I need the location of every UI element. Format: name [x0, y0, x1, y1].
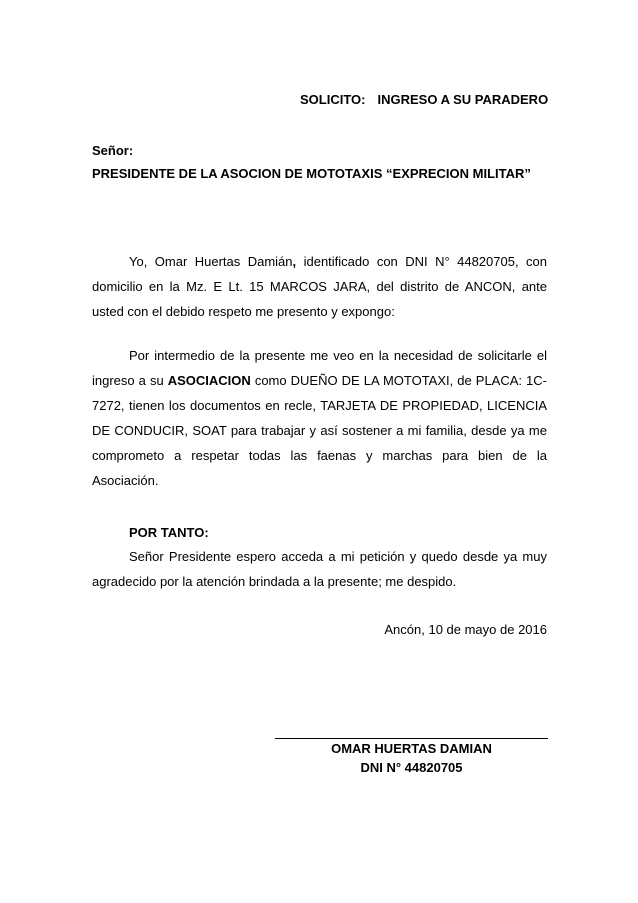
request-association: ASOCIACION: [167, 373, 251, 388]
subject-label: SOLICITO:: [300, 92, 366, 107]
por-tanto-heading: POR TANTO:: [129, 525, 209, 540]
paragraph-closing: [92, 544, 547, 594]
salutation: Señor:: [92, 143, 134, 158]
request-rest: como DUEÑO DE LA MOTOTAXI, de PLACA: 1C-7272, tienen los documentos en recle, TARJETA DE PROPIEDAD, LICENCIA DE CONDUCIR, SOAT para trabajar y así sostener a mi familia, desde ya me comprometo a respetar todas las faenas y marchas para bien de la Asociación.: [92, 373, 548, 488]
date-line: Ancón, 10 de mayo de 2016: [384, 622, 547, 637]
signer-name: OMAR HUERTAS DAMIAN: [331, 741, 492, 756]
subject-text: INGRESO A SU PARADERO: [377, 92, 549, 107]
signer-dni: DNI N° 44820705: [360, 760, 463, 775]
request-start: Por intermedio de la presente me veo en la necesidad de solicitarle el ingreso a su: [92, 348, 547, 388]
addressee-block: [92, 143, 531, 181]
paragraph-request: [92, 343, 547, 493]
closing-text: Señor Presidente espero acceda a mi petición y quedo desde ya muy agradecido por la atención brindada a la presente; me despido.: [92, 549, 547, 589]
signature-line: [275, 738, 548, 739]
intro-name: Yo, Omar Huertas Damián: [129, 254, 293, 269]
recipient: PRESIDENTE DE LA ASOCION DE MOTOTAXIS “EXPRECION MILITAR”: [92, 166, 531, 181]
paragraph-introduction: [92, 249, 547, 324]
subject-line: [300, 92, 548, 107]
intro-rest: identificado con DNI N° 44820705, con domicilio en la Mz. E Lt. 15 MARCOS JARA, del distrito de ANCON, ante usted con el debido respeto me presento y expongo:: [92, 254, 547, 319]
intro-comma: ,: [292, 254, 297, 269]
